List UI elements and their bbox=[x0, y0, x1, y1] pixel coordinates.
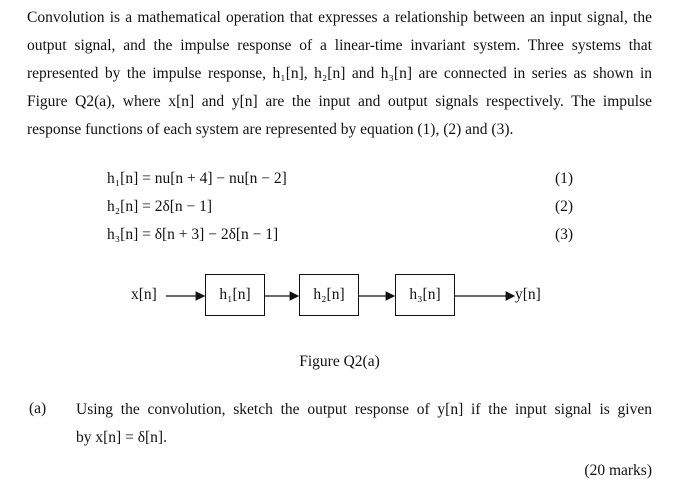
output-signal-label: y[n] bbox=[515, 286, 541, 303]
equation-3-number: (3) bbox=[555, 226, 574, 243]
equation-2: h₂[n] = 2δ[n − 1] bbox=[107, 198, 213, 215]
intro-line: output signal, and the impulse response of a linear-time invariant system. Three systems that bbox=[27, 37, 652, 54]
equation-1-number: (1) bbox=[555, 170, 574, 187]
block-h3-label: h₃[n] bbox=[409, 286, 441, 303]
equation-3: h₃[n] = δ[n + 3] − 2δ[n − 1] bbox=[107, 226, 279, 243]
intro-line: response functions of each system are represented by equation (1), (2) and (3). bbox=[27, 121, 514, 138]
question-text bbox=[76, 396, 652, 452]
equation-2-number: (2) bbox=[555, 198, 574, 215]
intro-line: Convolution is a mathematical operation that expresses a relationship between an input signal, the bbox=[27, 9, 652, 26]
question-label: (a) bbox=[29, 400, 47, 417]
equation-1: h₁[n] = nu[n + 4] − nu[n − 2] bbox=[107, 170, 287, 187]
question-line: by x[n] = δ[n]. bbox=[76, 429, 167, 446]
block-h2-label: h₂[n] bbox=[313, 286, 345, 303]
question-line: Using the convolution, sketch the output response of y[n] if the input signal is given bbox=[76, 401, 652, 418]
input-signal-label: x[n] bbox=[131, 286, 157, 303]
marks-label: (20 marks) bbox=[584, 462, 652, 479]
intro-line: represented by the impulse response, h₁[n], h₂[n] and h₃[n] are connected in series as shown in bbox=[27, 65, 652, 82]
intro-line: Figure Q2(a), where x[n] and y[n] are the input and output signals respectively. The impulse bbox=[27, 93, 652, 110]
figure-caption: Figure Q2(a) bbox=[299, 353, 380, 370]
block-h1-label: h₁[n] bbox=[219, 286, 251, 303]
